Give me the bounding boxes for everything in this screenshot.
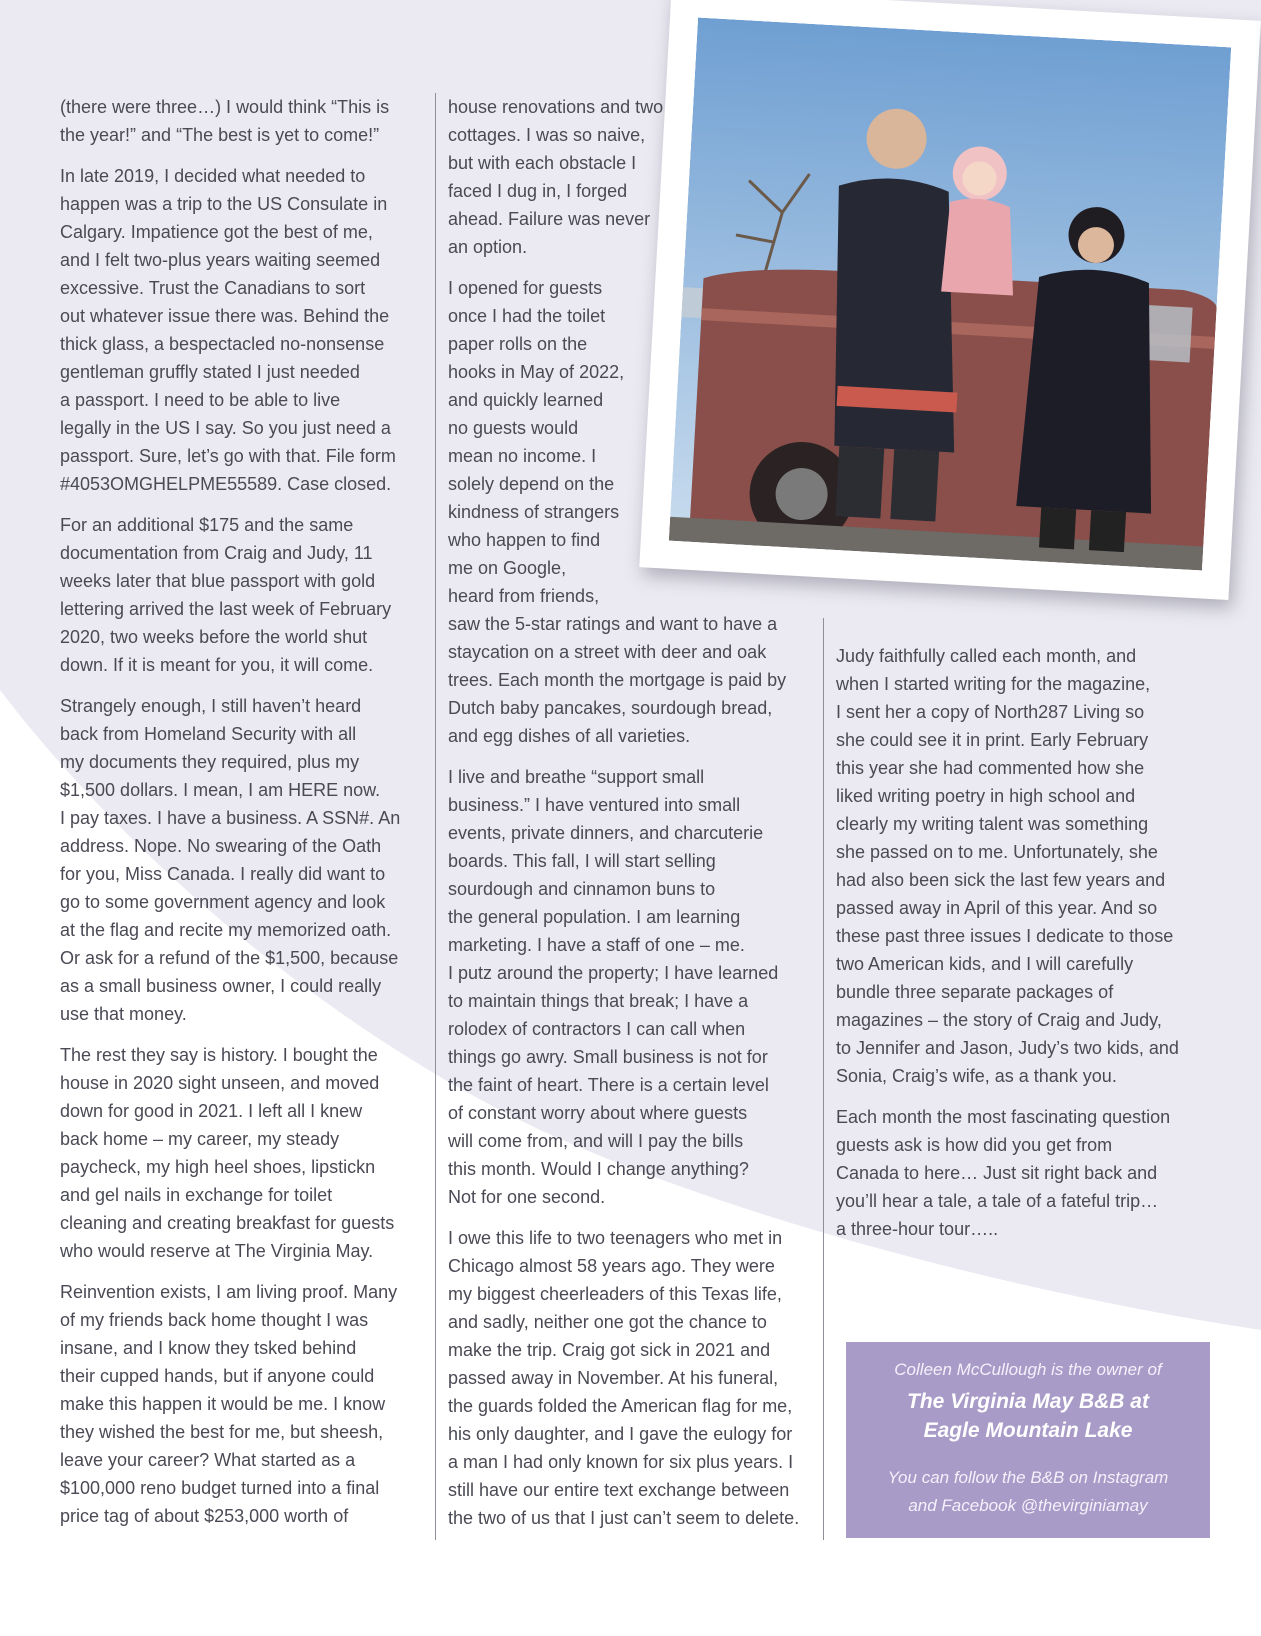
paragraph: house renovations and two cottages. I was so naive, but with each obstacle I faced I dug in, I forged ahead. Failure was never an option. [448, 97, 664, 257]
business-name: The Virginia May B&B at Eagle Mountain Lake [907, 1390, 1149, 1442]
paragraph: Reinvention exists, I am living proof. Many of my friends back home thought I was insane, and I know they tsked behind their cupped hands, but if anyone could make this happen it would be me. I know they wished the best for me, but sheesh, leave your career? What started as a $100,000 reno budget turned into a final price tag of about $253,000 worth of [60, 1282, 398, 1526]
paragraph: I live and breathe “support small business.” I have ventured into small events, private dinners, and charcuterie boards. This fall, I will start selling sourdough and cinnamon buns to the general population. I am learning marketing. I have a staff of one – me. I putz around the property; I have learned to maintain things that break; I have a rolodex of contractors I can call when things go awry. Small business is not for the faint of heart. There is a certain level of constant worry about where guests will come from, and will I pay the bills this month. Would I change anything? Not for one second. [448, 767, 779, 1207]
article-column-1 [60, 93, 420, 1543]
paragraph: (there were three…) I would think “This is the year!” and “The best is yet to come!” [60, 97, 390, 145]
column-divider [435, 93, 436, 1540]
family-photo [669, 18, 1231, 571]
paragraph: In late 2019, I decided what needed to happen was a trip to the US Consulate in Calgary. Impatience got the best of me, and I felt two-plus years waiting seemed excessive. Trust the Canadians to sort out whatever issue there was. Behind the thick glass, a bespectacled no-nonsense gentleman gruffly stated I just needed a passport. I need to be able to live legally in the US I say. So you just need a passport. Sure, let’s go with that. File form #4053OMGHELPME55589. Case closed. [60, 166, 396, 494]
family-photo-frame [639, 0, 1260, 600]
paragraph: Judy faithfully called each month, and when I started writing for the magazine, I sent her a copy of North287 Living so she could see it in print. Early February this year she had commented how she liked writing poetry in high school and clearly my writing talent was something she passed on to me. Unfortunately, she had also been sick the last few years and passed away in April of this year. And so these past three issues I dedicate to those two American kids, and I will carefully bundle three separate packages of magazines – the story of Craig and Judy, to Jennifer and Jason, Judy’s two kids, and Sonia, Craig’s wife, as a thank you. [836, 646, 1179, 1086]
paragraph: Each month the most fascinating question guests ask is how did you get from Canada to here… Just sit right back and you’ll hear a tale, a tale of a fateful trip… a three-hour tour….. [836, 1107, 1171, 1239]
paragraph: I owe this life to two teenagers who met in Chicago almost 58 years ago. They were my biggest cheerleaders of this Texas life, and sadly, neither one got the chance to make the trip. Craig got sick in 2021 and passed away in November. At his funeral, the guards folded the American flag for me, his only daughter, and I gave the eulogy for a man I had only known for six plus years. I still have our entire text exchange between the two of us that I just can’t seem to delete. [448, 1228, 800, 1528]
author-bio-box [846, 1342, 1210, 1538]
article-column-3 [836, 642, 1206, 1256]
paragraph: Strangely enough, I still haven’t heard back from Homeland Security with all my documents they required, plus my $1,500 dollars. I mean, I am HERE now. I pay taxes. I have a business. A SSN#. An address. Nope. No swearing of the Oath for you, Miss Canada. I really did want to go to some government agency and look at the flag and recite my memorized oath. Or ask for a refund of the $1,500, because as a small business owner, I could really use that money. [60, 696, 401, 1024]
paragraph: For an additional $175 and the same documentation from Craig and Judy, 11 weeks later that blue passport with gold lettering arrived the last week of February 2020, two weeks before the world shut down. If it is meant for you, it will come. [60, 515, 392, 675]
author-bio-intro: Colleen McCullough is the owner of [894, 1360, 1162, 1379]
paragraph: I opened for guests once I had the toilet paper rolls on the hooks in May of 2022, and quickly learned no guests would mean no income. I solely depend on the kindness of strangers who happen to find me on Google, heard from friends, saw the 5-star ratings and want to have a staycation on a street with deer and oak trees. Each month the mortgage is paid by Dutch baby pancakes, sourdough bread, and egg dishes of all varieties. [448, 278, 787, 746]
paragraph: The rest they say is history. I bought the house in 2020 sight unseen, and moved down for good in 2021. I left all I knew back home – my career, my steady paycheck, my high heel shoes, lipstickn and gel nails in exchange for toilet cleaning and creating breakfast for guests who would reserve at The Virginia May. [60, 1045, 395, 1261]
column-divider [823, 618, 824, 1540]
social-follow-note: You can follow the B&B on Instagram and Facebook @thevirginiamay [887, 1468, 1169, 1515]
